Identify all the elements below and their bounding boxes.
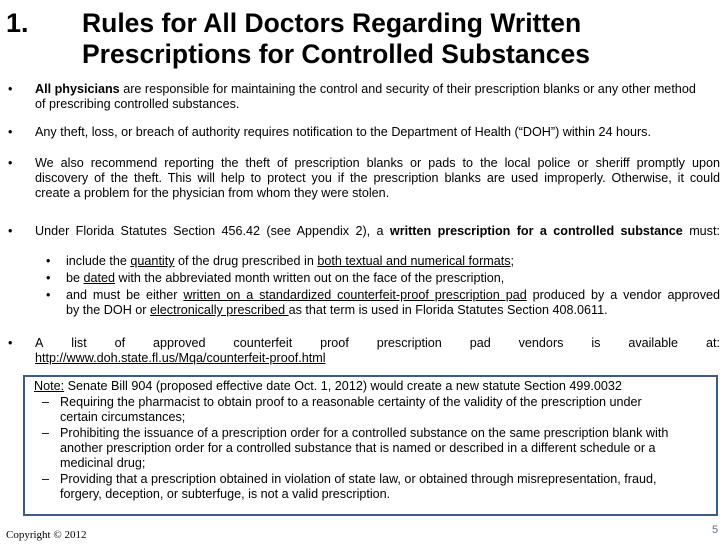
underlined-text: electronically prescribed	[150, 303, 289, 317]
word: of	[114, 336, 126, 350]
text-span: with the abbreviated month written out on the face of the prescription,	[115, 271, 505, 285]
text-span: as that term is used in Florida Statutes Section 408.0611.	[288, 303, 608, 317]
bullet-dot: •	[8, 224, 13, 238]
bullet-text: of prescribing controlled substances.	[35, 97, 240, 111]
underlined-text: quantity	[130, 254, 175, 268]
note-item-text: medicinal drug;	[60, 456, 146, 470]
bullet-dot: •	[8, 125, 13, 139]
word: pad	[469, 336, 491, 350]
dash: –	[42, 395, 50, 409]
bold-text: written prescription for a controlled substance	[389, 224, 683, 238]
bullet-text	[35, 336, 720, 352]
text-span: are responsible for maintaining the control and security of their prescription blanks or any other method	[119, 82, 696, 96]
dash: –	[42, 426, 50, 440]
text-span: produced by a vendor approved	[526, 288, 720, 302]
sub-bullet-text	[66, 271, 720, 287]
word: A	[35, 336, 44, 350]
bullet-text	[35, 224, 720, 240]
text-span: Under Florida Statutes Section 456.42 (see Appendix 2), a	[35, 224, 390, 238]
bullet-dot: •	[8, 156, 13, 170]
bullet-text: create a problem for the physician from whom they were stolen.	[35, 186, 390, 200]
word: available	[628, 336, 679, 350]
word: at:	[705, 336, 720, 350]
note-item-text: forgery, deception, or subterfuge, is not a valid prescription.	[60, 487, 391, 501]
word: is	[591, 336, 601, 350]
sub-bullet-text	[66, 303, 720, 319]
note-item-text: Requiring the pharmacist to obtain proof to a reasonable certainty of the validity of the prescription under	[60, 395, 642, 409]
bullet-text: Any theft, loss, or breach of authority requires notification to the Department of Health (“DOH”) within 24 hours.	[35, 125, 651, 139]
word: vendors	[518, 336, 564, 350]
bullet-dot: •	[46, 271, 51, 285]
word: prescription	[376, 336, 442, 350]
text-span: of the drug prescribed in	[174, 254, 318, 268]
copyright-text: Copyright © 2012	[6, 529, 87, 541]
note-item-text: Providing that a prescription obtained in violation of state law, or obtained through misrepresentation, fraud,	[60, 472, 657, 486]
text-span: include the	[66, 254, 131, 268]
word: proof	[320, 336, 349, 350]
note-item-text: certain circumstances;	[60, 410, 186, 424]
bullet-text: discovery of the theft. This will help to protect you if the prescription blanks are used improperly. Otherwise, it could	[35, 171, 720, 185]
text-span: be	[66, 271, 84, 285]
title-line-1: Rules for All Doctors Regarding Written	[82, 8, 582, 38]
underlined-text: written on a standardized counterfeit-proof prescription pad	[183, 288, 527, 302]
vendor-link[interactable]	[35, 351, 720, 367]
text-span: and must be either	[66, 288, 184, 302]
note-heading	[34, 379, 622, 395]
bullet-dot: •	[46, 254, 51, 268]
slide-title	[82, 8, 722, 70]
vendor-link-text[interactable]: http://www.doh.state.fl.us/Mqa/counterfeit-proof.html	[35, 351, 326, 365]
dash: –	[42, 472, 50, 486]
note-item-text: Prohibiting the issuance of a prescription order for a controlled substance on the same prescription blank with	[60, 426, 669, 440]
text-span: by the DOH or	[66, 303, 150, 317]
page-number: 5	[712, 524, 719, 536]
bullet-text: We also recommend reporting the theft of prescription blanks or pads to the local police or sheriff promptly upon	[35, 156, 720, 170]
word: list	[71, 336, 87, 350]
note-item-text: another prescription order for a controlled substance that is named or described in a different schedule or a	[60, 441, 656, 455]
bullet-text	[35, 82, 720, 98]
bold-text: All physicians	[35, 82, 120, 96]
sub-bullet-text	[66, 254, 720, 270]
underlined-text: both textual and numerical formats;	[317, 254, 515, 268]
note-text: Senate Bill 904 (proposed effective date Oct. 1, 2012) would create a new statute Section 499.0032	[64, 379, 622, 393]
bullet-dot: •	[46, 288, 51, 302]
text-span: must:	[682, 224, 720, 238]
word: approved	[153, 336, 206, 350]
title-line-2: Prescriptions for Controlled Substances	[82, 39, 591, 69]
sub-bullet-text	[66, 288, 720, 304]
section-number: 1.	[6, 8, 29, 38]
note-label: Note:	[34, 379, 65, 393]
bullet-dot: •	[8, 336, 13, 350]
underlined-text: dated	[83, 271, 116, 285]
bullet-dot: •	[8, 82, 13, 96]
word: counterfeit	[233, 336, 293, 350]
